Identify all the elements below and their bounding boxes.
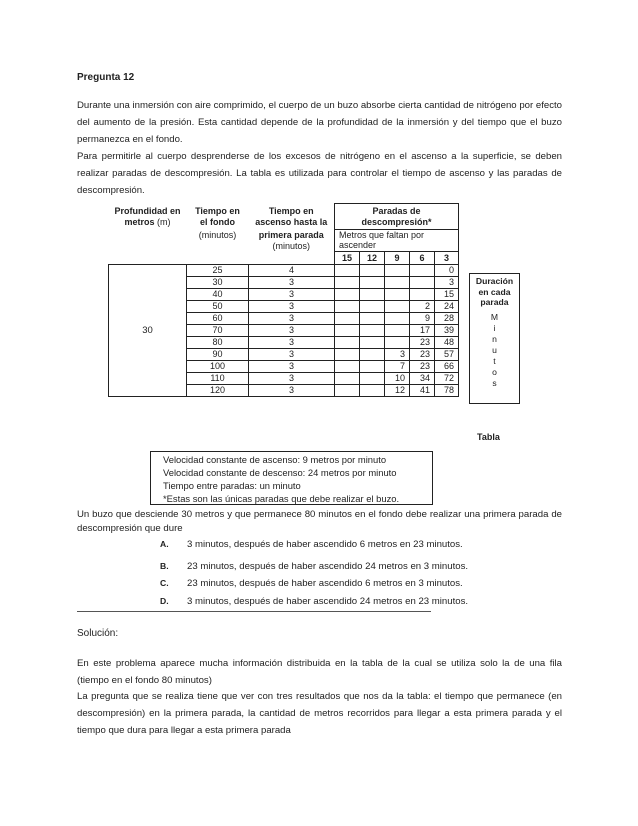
depth-value: 30 bbox=[109, 265, 187, 397]
stop-9-cell bbox=[385, 289, 410, 301]
solution-paragraph-1: En este problema aparece mucha información distribuida en la tabla de la cual se utiliza solo la de una fila (tiempo en el fondo 80 minutos) bbox=[77, 658, 562, 686]
minutes-letter: n bbox=[492, 333, 497, 344]
option-a[interactable]: A. 3 minutos, después de haber ascendido 6 metros en 23 minutos. bbox=[160, 539, 463, 550]
stop-15-cell bbox=[335, 313, 360, 325]
ascent-time-cell: 3 bbox=[249, 301, 335, 313]
minutes-letter: u bbox=[492, 344, 497, 355]
ascent-time-cell: 3 bbox=[249, 385, 335, 397]
question-text: Un buzo que desciende 30 metros y que permanece 80 minutos en el fondo debe realizar una primera parada de descompresión que dure bbox=[77, 509, 562, 534]
stop-15-cell bbox=[335, 337, 360, 349]
stop-15-cell bbox=[335, 277, 360, 289]
stop-12-cell bbox=[360, 361, 385, 373]
option-b[interactable]: B. 23 minutos, después de haber ascendido 24 metros en 3 minutos. bbox=[160, 561, 469, 572]
stop-15-cell bbox=[335, 289, 360, 301]
stop-depth-15: 15 bbox=[335, 252, 360, 265]
stop-depth-3: 3 bbox=[435, 252, 459, 265]
stop-12-cell bbox=[360, 373, 385, 385]
stop-9-cell bbox=[385, 301, 410, 313]
stop-15-cell bbox=[335, 373, 360, 385]
intro-paragraph: Durante una inmersión con aire comprimido, el cuerpo de un buzo absorbe cierta cantidad de nitrógeno por efecto del aumento de la presión. Esta cantidad depende de la profundidad de la inmersión y del tiempo que el buzo permanezca en el fondo. bbox=[77, 100, 562, 145]
stop-12-cell bbox=[360, 385, 385, 397]
notes-box bbox=[150, 451, 433, 505]
bottom-time-cell: 90 bbox=[187, 349, 249, 361]
stop-3-cell: 66 bbox=[435, 361, 459, 373]
bottom-time-cell: 70 bbox=[187, 325, 249, 337]
table-row bbox=[109, 265, 459, 277]
duration-label-box: Duración en cada parada M i n u t o s bbox=[469, 273, 520, 404]
minutes-letter: o bbox=[492, 366, 497, 377]
note-ascent-speed: Velocidad constante de ascenso: 9 metros por minuto bbox=[163, 454, 387, 465]
option-c[interactable]: C. 23 minutos, después de haber ascendido 6 metros en 3 minutos. bbox=[160, 578, 463, 589]
minutes-letter: M bbox=[490, 311, 499, 322]
stop-12-cell bbox=[360, 325, 385, 337]
stop-3-cell: 39 bbox=[435, 325, 459, 337]
stops-header: Paradas de descompresión* bbox=[335, 204, 459, 230]
stop-6-cell bbox=[410, 277, 435, 289]
stop-3-cell: 48 bbox=[435, 337, 459, 349]
stop-9-cell: 10 bbox=[385, 373, 410, 385]
option-d[interactable]: D. 3 minutos, después de haber ascendido 24 metros en 23 minutos. bbox=[160, 596, 469, 607]
note-only-stops: *Estas son las únicas paradas que debe realizar el buzo. bbox=[163, 493, 400, 504]
stop-9-cell bbox=[385, 313, 410, 325]
bottom-time-cell: 40 bbox=[187, 289, 249, 301]
solution-paragraph-2: La pregunta que se realiza tiene que ver con tres resultados que nos da la tabla: el tiempo que permanece (en descompresión) en la primera parada, la cantidad de metros recorridos para llegar a esta primera parada y el tiempo que dura para llegar a esta primera parada bbox=[77, 691, 562, 736]
ascent-time-cell: 3 bbox=[249, 337, 335, 349]
stop-depth-9: 9 bbox=[385, 252, 410, 265]
stop-15-cell bbox=[335, 361, 360, 373]
note-stop-time: Tiempo entre paradas: un minuto bbox=[163, 480, 301, 491]
bottom-time-cell: 120 bbox=[187, 385, 249, 397]
stop-3-cell: 28 bbox=[435, 313, 459, 325]
depth-header: Profundidad en metros (m) bbox=[114, 205, 181, 227]
stop-depth-6: 6 bbox=[410, 252, 435, 265]
stop-depth-12: 12 bbox=[360, 252, 385, 265]
stop-6-cell: 23 bbox=[410, 337, 435, 349]
stop-9-cell: 12 bbox=[385, 385, 410, 397]
stop-12-cell bbox=[360, 337, 385, 349]
stop-9-cell bbox=[385, 277, 410, 289]
second-paragraph: Para permitirle al cuerpo desprenderse de los excesos de nitrógeno en el ascenso a la superficie, se deben realizar paradas de descompresión. La tabla es utilizada para controlar el tiempo de ascenso y las paradas de descompresión. bbox=[77, 151, 562, 196]
minutes-letter: s bbox=[492, 377, 497, 388]
table-caption: Tabla bbox=[477, 432, 500, 442]
stop-6-cell bbox=[410, 289, 435, 301]
ascent-time-header: Tiempo en ascenso hasta la bbox=[255, 205, 328, 227]
stop-3-cell: 57 bbox=[435, 349, 459, 361]
stop-12-cell bbox=[360, 313, 385, 325]
stop-9-cell: 3 bbox=[385, 349, 410, 361]
bottom-time-cell: 80 bbox=[187, 337, 249, 349]
minutes-letter: i bbox=[493, 322, 496, 333]
stop-depths-row bbox=[109, 252, 459, 265]
minutes-letter: t bbox=[493, 355, 496, 366]
solution-title: Solución: bbox=[77, 628, 119, 639]
stop-6-cell: 23 bbox=[410, 349, 435, 361]
stop-12-cell bbox=[360, 265, 385, 277]
stop-15-cell bbox=[335, 349, 360, 361]
stop-6-cell: 23 bbox=[410, 361, 435, 373]
depth-unit-spacer bbox=[109, 230, 187, 252]
separator-line bbox=[77, 611, 431, 612]
stop-6-cell bbox=[410, 265, 435, 277]
bottom-time-cell: 30 bbox=[187, 277, 249, 289]
bottom-time-cell: 60 bbox=[187, 313, 249, 325]
stop-12-cell bbox=[360, 349, 385, 361]
ascent-time-cell: 3 bbox=[249, 361, 335, 373]
ascent-time-subheader: primera parada (minutos) bbox=[258, 229, 324, 251]
stop-6-cell: 17 bbox=[410, 325, 435, 337]
decompression-table bbox=[108, 203, 459, 397]
ascent-time-cell: 3 bbox=[249, 313, 335, 325]
stop-12-cell bbox=[360, 301, 385, 313]
bottom-time-cell: 50 bbox=[187, 301, 249, 313]
stop-12-cell bbox=[360, 277, 385, 289]
ascent-time-cell: 3 bbox=[249, 277, 335, 289]
stop-9-cell bbox=[385, 325, 410, 337]
stop-9-cell bbox=[385, 337, 410, 349]
stop-15-cell bbox=[335, 301, 360, 313]
stop-3-cell: 72 bbox=[435, 373, 459, 385]
bottom-time-cell: 110 bbox=[187, 373, 249, 385]
stop-6-cell: 41 bbox=[410, 385, 435, 397]
stop-9-cell: 7 bbox=[385, 361, 410, 373]
stop-15-cell bbox=[335, 325, 360, 337]
ascent-time-cell: 3 bbox=[249, 349, 335, 361]
stop-6-cell: 9 bbox=[410, 313, 435, 325]
stop-3-cell: 15 bbox=[435, 289, 459, 301]
minutes-vertical-label bbox=[470, 312, 519, 389]
stop-3-cell: 24 bbox=[435, 301, 459, 313]
ascent-time-cell: 3 bbox=[249, 373, 335, 385]
stop-15-cell bbox=[335, 265, 360, 277]
stop-3-cell: 0 bbox=[435, 265, 459, 277]
bottom-time-unit: (minutos) bbox=[198, 229, 237, 240]
stop-3-cell: 3 bbox=[435, 277, 459, 289]
stop-15-cell bbox=[335, 385, 360, 397]
ascent-time-cell: 3 bbox=[249, 325, 335, 337]
bottom-time-cell: 25 bbox=[187, 265, 249, 277]
bottom-time-header: Tiempo en el fondo bbox=[195, 205, 240, 227]
ascent-time-cell: 3 bbox=[249, 289, 335, 301]
ascent-time-cell: 4 bbox=[249, 265, 335, 277]
remaining-meters-header: Metros que faltan por ascender bbox=[335, 230, 459, 252]
stop-6-cell: 2 bbox=[410, 301, 435, 313]
stop-6-cell: 34 bbox=[410, 373, 435, 385]
bottom-time-cell: 100 bbox=[187, 361, 249, 373]
stop-12-cell bbox=[360, 289, 385, 301]
stop-3-cell: 78 bbox=[435, 385, 459, 397]
stop-9-cell bbox=[385, 265, 410, 277]
note-descent-speed: Velocidad constante de descenso: 24 metros por minuto bbox=[163, 467, 397, 478]
question-title: Pregunta 12 bbox=[77, 72, 135, 83]
